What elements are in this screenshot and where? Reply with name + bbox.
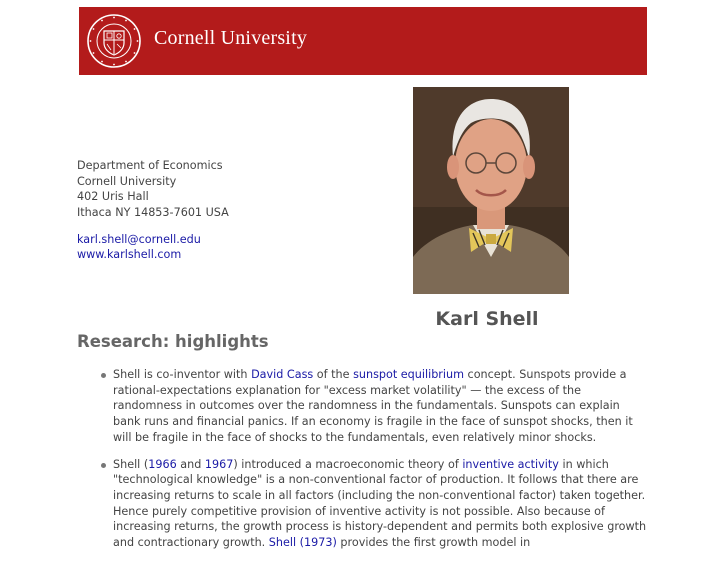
address-department: Department of Economics [77, 159, 223, 172]
text-segment: of the [313, 368, 354, 381]
text-segment: concept. Sunspots provide a rational-expectations explanation for "excess market volatility" — the excess of the randomness in outcomes over the randomness in the fundamentals. Sunspots can explain bank runs and financial panics. If an economy is fragile in the face of sunspot shocks, then it will be fragile in the face of shocks to the fundamentals, even relatively minor shocks. [113, 368, 633, 444]
cornell-wordmark: Cornell University [154, 27, 308, 49]
text-segment: Shell is co-inventor with [113, 368, 252, 381]
mailing-address [77, 158, 229, 220]
cornell-seal-logo [86, 13, 142, 69]
paper-1967-link[interactable]: 1967 [204, 457, 234, 471]
address-university: Cornell University [77, 174, 177, 188]
person-name: Karl Shell [435, 308, 539, 330]
contact-links [77, 232, 201, 262]
research-list [97, 367, 647, 562]
bullet-icon [101, 463, 106, 468]
research-heading: Research: highlights [77, 332, 269, 351]
text-segment: provides the first growth model in [336, 536, 531, 550]
text-segment: in which "technological knowledge" is a non-conventional factor of production. It follows that there are increasing returns to scale in all factors (including the non-conventional factor) taken together. Hence purely competitive provision of inventive activity is not possible. Also because of increasing returns, the growth process is history-dependent and permits both explosive growth and contractionary growth. [113, 457, 647, 550]
bullet-icon [101, 373, 106, 378]
text-segment: and [176, 457, 205, 471]
address-city: Ithaca NY 14853-7601 USA [77, 205, 229, 219]
address-office: 402 Uris Hall [77, 190, 149, 203]
cornell-banner[interactable] [79, 7, 647, 75]
profile-photo [413, 87, 569, 294]
inventive-activity-link[interactable]: inventive activity [462, 457, 559, 471]
list-item [97, 457, 647, 551]
sunspot-equilibrium-link[interactable]: sunspot equilibrium [353, 368, 464, 381]
david-cass-link[interactable]: David Cass [251, 368, 314, 381]
paper-1966-link[interactable]: 1966 [148, 457, 177, 471]
list-item [97, 367, 647, 446]
text-segment: ) introduced a macroeconomic theory of [233, 457, 463, 471]
website-link[interactable]: www.karlshell.com [77, 248, 182, 261]
portrait-image [413, 87, 569, 294]
email-link[interactable]: karl.shell@cornell.edu [77, 233, 201, 246]
shell-1973-link[interactable]: Shell (1973) [268, 536, 337, 550]
text-segment: Shell ( [113, 457, 149, 471]
